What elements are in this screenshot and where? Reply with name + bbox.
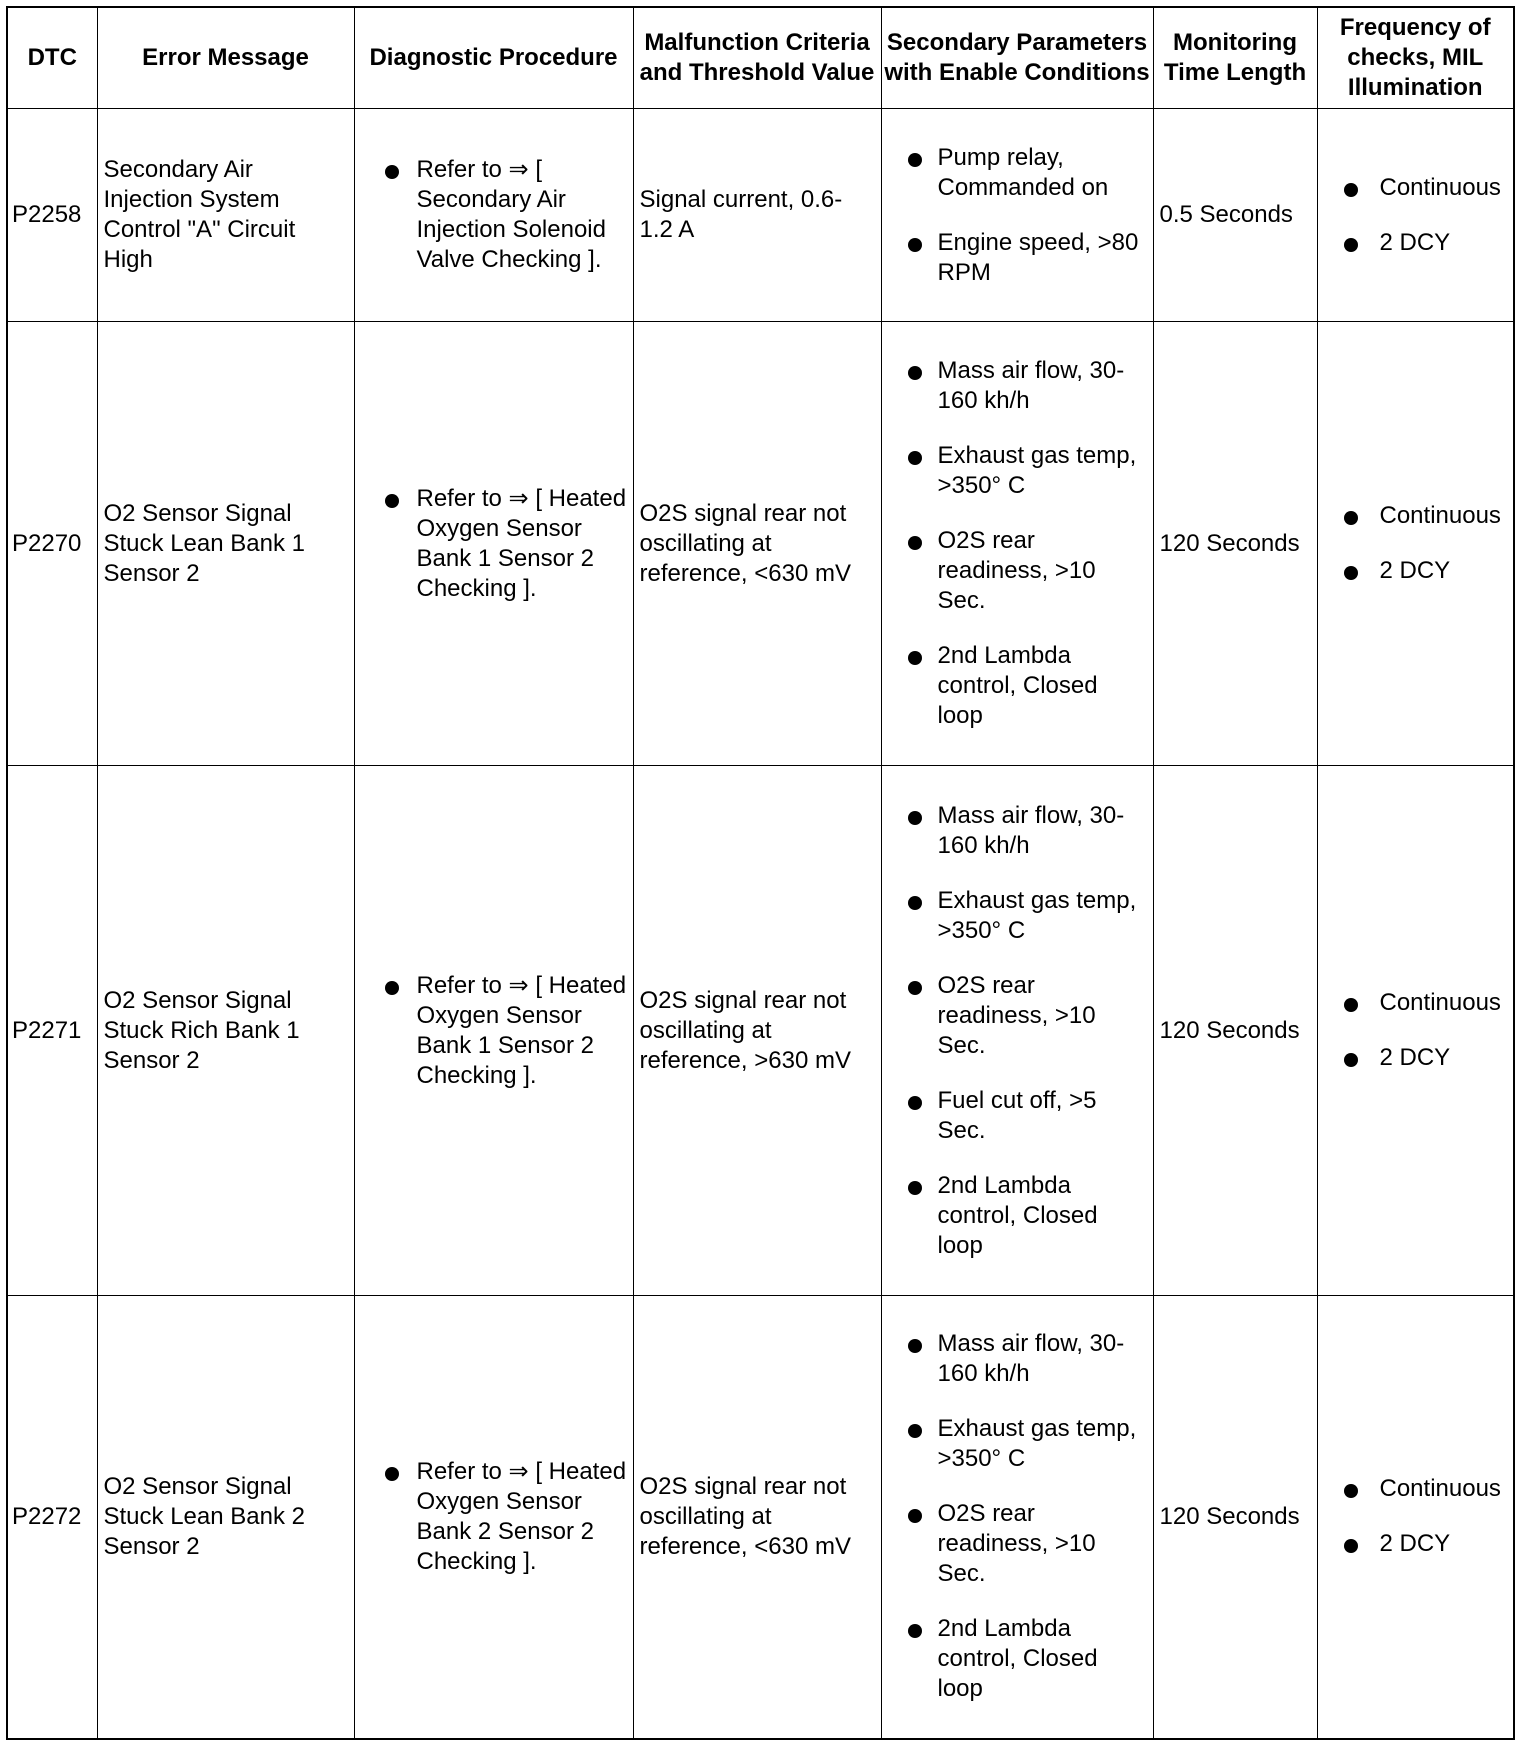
error-message-cell: O2 Sensor Signal Stuck Lean Bank 1 Sensor 2: [97, 322, 354, 766]
malfunction-criteria-cell: Signal current, 0.6-1.2 A: [633, 109, 881, 322]
bullet-item: 2 DCY: [1324, 1529, 1508, 1559]
bullet-item: Refer to ⇒ [ Secondary Air Injection Solenoid Valve Checking ].: [361, 155, 627, 275]
frequency-cell: [1317, 322, 1514, 766]
frequency-cell: [1317, 109, 1514, 322]
table-row: [7, 766, 1514, 1296]
bullet-item: Mass air flow, 30-160 kh/h: [888, 801, 1147, 861]
secondary-parameters-cell-list: [888, 356, 1147, 731]
frequency-cell-list: [1324, 988, 1508, 1073]
bullet-item: O2S rear readiness, >10 Sec.: [888, 1499, 1147, 1589]
bullet-item: Refer to ⇒ [ Heated Oxygen Sensor Bank 1 Sensor 2 Checking ].: [361, 971, 627, 1091]
diagnostic-procedure-cell: [354, 766, 633, 1296]
bullet-item: Exhaust gas temp, >350° C: [888, 1414, 1147, 1474]
table-row: [7, 322, 1514, 766]
bullet-item: Continuous: [1324, 988, 1508, 1018]
table-body: [7, 109, 1514, 1739]
header-row: [7, 7, 1514, 109]
error-message-cell: O2 Sensor Signal Stuck Lean Bank 2 Sensor 2: [97, 1296, 354, 1739]
secondary-parameters-cell: [881, 766, 1153, 1296]
secondary-parameters-cell: [881, 109, 1153, 322]
dtc-code-cell: P2270: [7, 322, 97, 766]
header-dtc: DTC: [7, 7, 97, 109]
bullet-item: 2 DCY: [1324, 228, 1508, 258]
secondary-parameters-cell: [881, 1296, 1153, 1739]
bullet-item: 2 DCY: [1324, 556, 1508, 586]
dtc-code-cell: P2272: [7, 1296, 97, 1739]
header-error-message: Error Message: [97, 7, 354, 109]
bullet-item: Refer to ⇒ [ Heated Oxygen Sensor Bank 2 Sensor 2 Checking ].: [361, 1457, 627, 1577]
secondary-parameters-cell-list: [888, 801, 1147, 1261]
header-monitoring-time: Monitoring Time Length: [1153, 7, 1317, 109]
malfunction-criteria-cell: O2S signal rear not oscillating at reference, <630 mV: [633, 1296, 881, 1739]
header-malfunction-criteria: Malfunction Criteria and Threshold Value: [633, 7, 881, 109]
monitoring-time-cell: 120 Seconds: [1153, 766, 1317, 1296]
bullet-item: Refer to ⇒ [ Heated Oxygen Sensor Bank 1 Sensor 2 Checking ].: [361, 484, 627, 604]
secondary-parameters-cell-list: [888, 1329, 1147, 1704]
bullet-item: O2S rear readiness, >10 Sec.: [888, 526, 1147, 616]
monitoring-time-cell: 120 Seconds: [1153, 1296, 1317, 1739]
diagnostic-procedure-cell-list: [361, 155, 627, 275]
error-message-cell: Secondary Air Injection System Control "A" Circuit High: [97, 109, 354, 322]
diagnostic-procedure-cell: [354, 322, 633, 766]
diagnostic-procedure-cell-list: [361, 484, 627, 604]
frequency-cell: [1317, 1296, 1514, 1739]
frequency-cell: [1317, 766, 1514, 1296]
bullet-item: O2S rear readiness, >10 Sec.: [888, 971, 1147, 1061]
bullet-item: Continuous: [1324, 173, 1508, 203]
table-row: [7, 1296, 1514, 1739]
bullet-item: 2nd Lambda control, Closed loop: [888, 1614, 1147, 1704]
monitoring-time-cell: 0.5 Seconds: [1153, 109, 1317, 322]
frequency-cell-list: [1324, 173, 1508, 258]
bullet-item: Mass air flow, 30-160 kh/h: [888, 356, 1147, 416]
header-frequency: Frequency of checks, MIL Illumination: [1317, 7, 1514, 109]
bullet-item: Exhaust gas temp, >350° C: [888, 441, 1147, 501]
bullet-item: 2nd Lambda control, Closed loop: [888, 641, 1147, 731]
diagnostic-procedure-cell-list: [361, 971, 627, 1091]
bullet-item: Exhaust gas temp, >350° C: [888, 886, 1147, 946]
frequency-cell-list: [1324, 1474, 1508, 1559]
secondary-parameters-cell-list: [888, 143, 1147, 288]
diagnostic-procedure-cell-list: [361, 1457, 627, 1577]
secondary-parameters-cell: [881, 322, 1153, 766]
bullet-item: 2nd Lambda control, Closed loop: [888, 1171, 1147, 1261]
header-secondary-parameters: Secondary Parameters with Enable Conditions: [881, 7, 1153, 109]
dtc-table: [6, 6, 1515, 1740]
error-message-cell: O2 Sensor Signal Stuck Rich Bank 1 Sensor 2: [97, 766, 354, 1296]
bullet-item: Mass air flow, 30-160 kh/h: [888, 1329, 1147, 1389]
diagnostic-procedure-cell: [354, 1296, 633, 1739]
frequency-cell-list: [1324, 501, 1508, 586]
diagnostic-procedure-cell: [354, 109, 633, 322]
dtc-code-cell: P2271: [7, 766, 97, 1296]
bullet-item: Continuous: [1324, 501, 1508, 531]
malfunction-criteria-cell: O2S signal rear not oscillating at reference, >630 mV: [633, 766, 881, 1296]
bullet-item: Continuous: [1324, 1474, 1508, 1504]
bullet-item: 2 DCY: [1324, 1043, 1508, 1073]
bullet-item: Pump relay, Commanded on: [888, 143, 1147, 203]
monitoring-time-cell: 120 Seconds: [1153, 322, 1317, 766]
header-diagnostic-procedure: Diagnostic Procedure: [354, 7, 633, 109]
table-row: [7, 109, 1514, 322]
dtc-code-cell: P2258: [7, 109, 97, 322]
bullet-item: Fuel cut off, >5 Sec.: [888, 1086, 1147, 1146]
malfunction-criteria-cell: O2S signal rear not oscillating at reference, <630 mV: [633, 322, 881, 766]
bullet-item: Engine speed, >80 RPM: [888, 228, 1147, 288]
